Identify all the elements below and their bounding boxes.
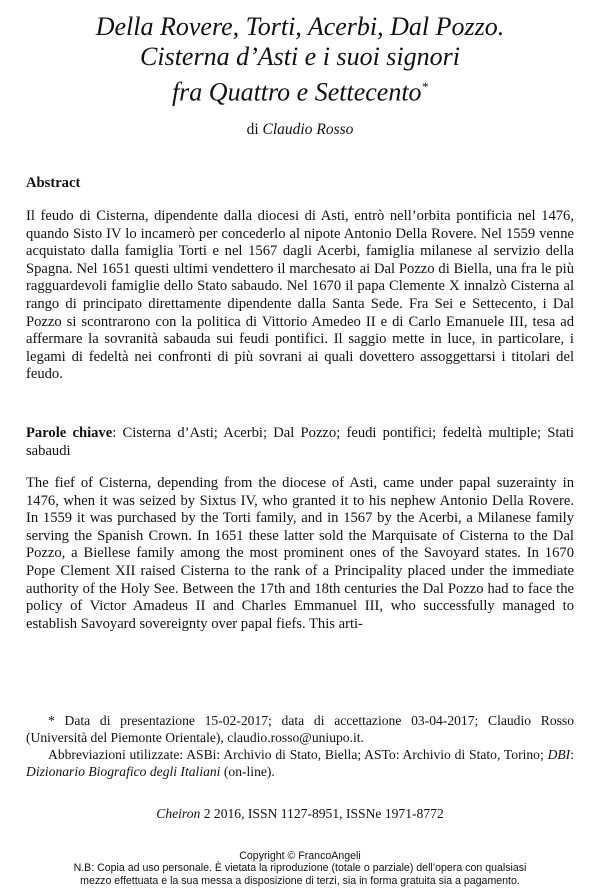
journal-name: Cheiron	[156, 806, 201, 821]
author-line	[0, 121, 600, 139]
author-name: Claudio Rosso	[262, 121, 354, 138]
journal-issn: 2 2016, ISSN 1127-8951, ISSNe 1971-8772	[200, 806, 444, 821]
journal-info	[0, 806, 600, 822]
abstract-heading: Abstract	[26, 175, 81, 191]
keywords-label: Parole chiave	[26, 425, 113, 441]
copyright-line-3: mezzo effettuata e la sua messa a disposizione di terzi, sia in forma gratuita sia a pagamento.	[80, 874, 520, 887]
copyright-line-1: Copyright © FrancoAngeli	[239, 850, 361, 862]
abbrev-suffix: (on-line).	[220, 764, 275, 779]
abbrev-prefix: Abbreviazioni utilizzate: ASBi: Archivio di Stato, Biella; ASTo: Archivio di Stato, Torino;	[48, 747, 548, 762]
abstract-english: The fief of Cisterna, depending from the diocese of Asti, came under papal suzerainty in 1476, when it was seized by Sixtus IV, who granted it to his nephew Antonio Della Rovere. In 1559 it was purchased by the Torti family, and in 1567 by the Acerbi, a Milanese family serving the Spanish Crown. In 1651 these latter sold the Marquisate of Cisterna to the Dal Pozzo, a Biellese family among the most prominent ones of the Savoyard states. In 1670 Pope Clement XII raised Cisterna to the rank of a Principality placed under the immediate authority of the Holy See. Between the 17th and 18th centuries the Dal Pozzo had to face the policy of Victor Amadeus II and Charles Emmanuel III, who successfully managed to establish Savoyard sovereignty over papal fiefs. This arti-	[26, 475, 574, 632]
title-line-3: fra Quattro e Settecento	[171, 77, 422, 107]
footnote-abbreviations	[26, 746, 574, 780]
keywords-text: : Cisterna d’Asti; Acerbi; Dal Pozzo; feudi pontifici; fedeltà multiple; Stati sabaudi	[26, 425, 574, 459]
author-prefix: di	[246, 121, 259, 138]
abbrev-dbi: DBI	[547, 747, 571, 762]
title-line-2: Cisterna d’Asti e i suoi signori	[140, 42, 460, 71]
copyright-line-2: N.B: Copia ad uso personale. È vietata la riproduzione (totale o parziale) dell’opera con qualsiasi	[73, 862, 527, 875]
keywords	[26, 425, 574, 460]
title-line-1: Della Rovere, Torti, Acerbi, Dal Pozzo.	[95, 12, 505, 41]
abbrev-dbi-full: Dizionario Biografico degli Italiani	[26, 764, 221, 779]
footnote-dates: * Data di presentazione 15-02-2017; data di accettazione 03-04-2017; Claudio Rosso (Università del Piemonte Orientale), claudio.rosso@uniupo.it.	[26, 713, 574, 745]
abbrev-colon: :	[570, 747, 574, 762]
copyright-notice	[0, 850, 600, 887]
article-title	[0, 12, 600, 108]
abstract-italian: Il feudo di Cisterna, dipendente dalla diocesi di Asti, entrò nell’orbita pontificia nel 1476, quando Sisto IV lo incamerò per concederlo al nipote Antonio Della Rovere. Nel 1559 venne acquistato dalla famiglia Torti e nel 1567 dagli Acerbi, famiglia milanese al servizio della Spagna. Nel 1651 questi ultimi vendettero il marchesato ai Dal Pozzo di Biella, una fra le più ragguardevoli famiglie dello Stato sabaudo. Nel 1670 il papa Clemente X innalzò Cisterna al rango di principato direttamente dipendente dalla Santa Sede. Fra Sei e Settecento, i Dal Pozzo si scontrarono con la politica di Vittorio Amedeo II e di Carlo Emanuele III, tesa ad affermare la sovranità sabauda sui feudi pontifici. Il saggio mette in luce, in particolare, i legami di fedeltà nei confronti di più sovrani ai quali dovettero assoggettarsi i titolari del feudo.	[26, 208, 574, 383]
title-footnote-mark: *	[421, 79, 429, 94]
